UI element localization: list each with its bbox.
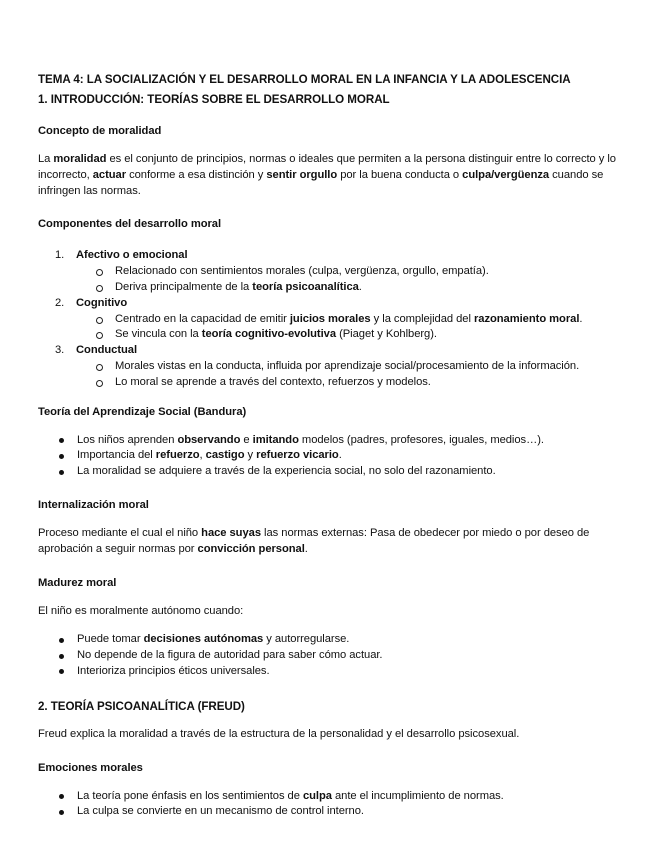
bandura-list bbox=[38, 433, 623, 480]
section-heading-freud: 2. TEORÍA PSICOANALÍTICA (FREUD) bbox=[38, 699, 245, 713]
section-heading-introduccion: 1. INTRODUCCIÓN: TEORÍAS SOBRE EL DESARROLLO MORAL bbox=[38, 93, 390, 106]
list-item: Interioriza principios éticos universales. bbox=[38, 664, 623, 680]
document-title: TEMA 4: LA SOCIALIZACIÓN Y EL DESARROLLO MORAL EN LA INFANCIA Y LA ADOLESCENCIA bbox=[38, 73, 571, 86]
list-item: La teoría pone énfasis en los sentimientos de culpa ante el incumplimiento de normas. bbox=[38, 789, 623, 805]
list-item: Puede tomar decisiones autónomas y autorregularse. bbox=[38, 632, 623, 648]
list-item: 2. Cognitivo Centrado en la capacidad de emitir juicios morales y la complejidad del razonamiento moral. Se vincula con la teoría cognitivo-evolutiva (Piaget y Kohlberg). bbox=[38, 296, 623, 343]
list-item-label: Afectivo o emocional bbox=[76, 249, 188, 262]
heading-madurez: Madurez moral bbox=[38, 576, 117, 589]
list-item-label: Cognitivo bbox=[76, 296, 128, 309]
paragraph-concepto-moralidad: La moralidad es el conjunto de principios, normas o ideales que permiten a la persona distinguir entre lo correcto y lo incorrecto, actuar conforme a esa distinción y sentir orgullo por la buena conducta o culpa/vergüenza cuando se infringen las normas. bbox=[38, 153, 616, 197]
list-item: No depende de la figura de autoridad para saber cómo actuar. bbox=[38, 648, 623, 664]
heading-internalizacion: Internalización moral bbox=[38, 498, 149, 511]
heading-bandura: Teoría del Aprendizaje Social (Bandura) bbox=[38, 405, 247, 418]
list-item: Lo moral se aprende a través del contexto, refuerzos y modelos. bbox=[38, 375, 623, 391]
heading-emociones: Emociones morales bbox=[38, 761, 143, 774]
list-item: La culpa se convierte en un mecanismo de control interno. bbox=[38, 804, 623, 820]
list-item: Deriva principalmente de la teoría psicoanalítica. bbox=[38, 280, 623, 296]
list-item: Centrado en la capacidad de emitir juicios morales y la complejidad del razonamiento moral. bbox=[38, 312, 623, 328]
paragraph-freud: Freud explica la moralidad a través de la estructura de la personalidad y el desarrollo psicosexual. bbox=[38, 727, 520, 740]
document-page bbox=[38, 70, 623, 820]
list-item: 1. Afectivo o emocional Relacionado con sentimientos morales (culpa, vergüenza, orgullo, empatía). Deriva principalmente de la teoría psicoanalítica. bbox=[38, 248, 623, 295]
list-item: Se vincula con la teoría cognitivo-evolutiva (Piaget y Kohlberg). bbox=[38, 327, 623, 343]
list-item: 3. Conductual Morales vistas en la conducta, influida por aprendizaje social/procesamiento de la información. Lo moral se aprende a través del contexto, refuerzos y modelos. bbox=[38, 343, 623, 390]
madurez-list bbox=[38, 632, 623, 679]
paragraph-madurez-intro: El niño es moralmente autónomo cuando: bbox=[38, 604, 244, 617]
paragraph-internalizacion: Proceso mediante el cual el niño hace suyas las normas externas: Pasa de obedecer por miedo o por deseo de aprobación a seguir normas por convicción personal. bbox=[38, 526, 590, 555]
heading-componentes: Componentes del desarrollo moral bbox=[38, 218, 222, 231]
heading-concepto-moralidad: Concepto de moralidad bbox=[38, 125, 162, 137]
list-item: Los niños aprenden observando e imitando modelos (padres, profesores, iguales, medios…). bbox=[38, 433, 623, 449]
list-item: Morales vistas en la conducta, influida por aprendizaje social/procesamiento de la información. bbox=[38, 359, 623, 375]
emociones-list bbox=[38, 789, 623, 821]
list-item: Importancia del refuerzo, castigo y refuerzo vicario. bbox=[38, 448, 623, 464]
list-item: La moralidad se adquiere a través de la experiencia social, no solo del razonamiento. bbox=[38, 464, 623, 480]
componentes-list bbox=[38, 248, 623, 390]
list-item: Relacionado con sentimientos morales (culpa, vergüenza, orgullo, empatía). bbox=[38, 264, 623, 280]
list-item-label: Conductual bbox=[76, 344, 138, 357]
